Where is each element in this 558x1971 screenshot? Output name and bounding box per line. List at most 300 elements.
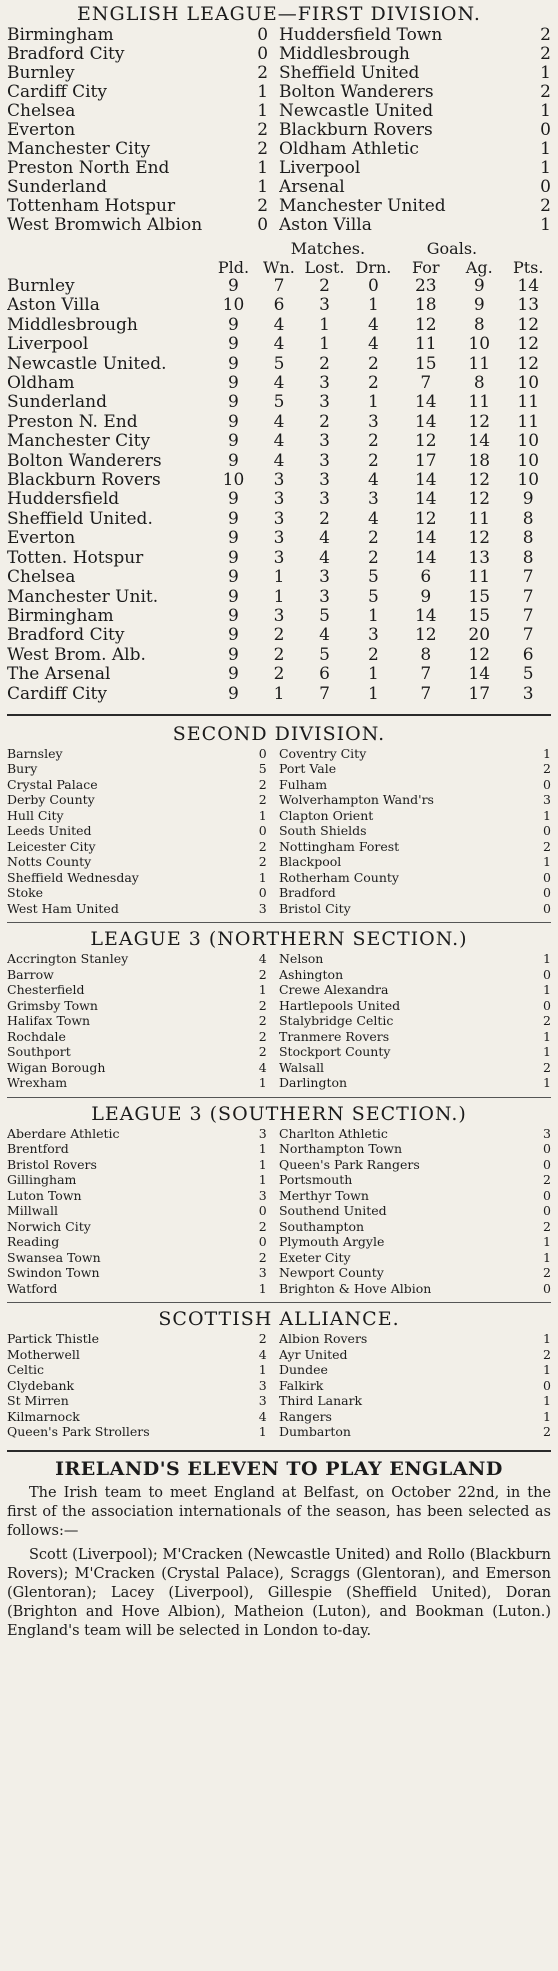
- played: 9: [228, 432, 239, 452]
- won: 5: [273, 354, 285, 374]
- away-score: 2: [543, 1013, 551, 1029]
- result-row: [7, 870, 551, 886]
- lost: 5: [319, 645, 330, 665]
- away-team: Bradford: [278, 885, 336, 901]
- away-team: Stalybridge Celtic: [278, 1013, 394, 1029]
- won: 7: [273, 277, 285, 296]
- goals-against: 10: [468, 335, 491, 355]
- home-team: Crystal Palace: [7, 776, 98, 792]
- northern-section-heading: LEAGUE 3 (NORTHERN SECTION.): [90, 928, 468, 951]
- drawn: 1: [368, 296, 379, 316]
- drawn: 4: [368, 335, 379, 355]
- points: 12: [517, 335, 540, 355]
- divider: [7, 714, 551, 716]
- result-row: [7, 1188, 551, 1204]
- result-row: [7, 746, 551, 762]
- home-score: 4: [258, 1408, 267, 1424]
- standings-table: [7, 239, 551, 704]
- lost: 3: [319, 587, 330, 607]
- home-score: 2: [258, 854, 267, 870]
- goals-against: 12: [468, 412, 491, 432]
- away-team: Manchester United: [278, 197, 446, 216]
- result-row: [7, 1157, 551, 1173]
- goals-against: 14: [468, 432, 491, 452]
- home-team: Rochdale: [7, 1028, 66, 1044]
- points: 8: [522, 509, 534, 529]
- points: 10: [517, 432, 540, 452]
- goals-for: 12: [414, 509, 437, 529]
- standings-row: [7, 626, 551, 645]
- home-score: 2: [258, 1044, 267, 1060]
- away-score: 3: [543, 1125, 551, 1141]
- team-name: Manchester City: [7, 432, 151, 452]
- away-team: Port Vale: [278, 761, 337, 777]
- southern-section-results: [7, 1126, 551, 1297]
- played: 9: [228, 684, 239, 704]
- won: 1: [273, 587, 285, 607]
- drawn: 1: [368, 393, 379, 413]
- result-row: [7, 197, 551, 216]
- result-row: [7, 64, 551, 83]
- away-team: Merthyr Town: [278, 1187, 369, 1203]
- won: 4: [273, 315, 285, 335]
- away-score: 0: [543, 1156, 551, 1172]
- home-team: Norwich City: [7, 1218, 91, 1234]
- home-team: Aberdare Athletic: [7, 1125, 120, 1141]
- home-score: 1: [258, 1075, 267, 1091]
- won: 5: [273, 393, 285, 413]
- away-team: Tranmere Rovers: [278, 1028, 390, 1044]
- away-team: Liverpool: [278, 159, 361, 178]
- away-score: 2: [540, 45, 551, 64]
- result-row: [7, 1219, 551, 1235]
- away-score: 1: [540, 216, 551, 235]
- away-team: Newcastle United: [278, 102, 434, 121]
- won: 4: [273, 374, 285, 394]
- away-score: 1: [540, 102, 551, 121]
- away-score: 1: [543, 1075, 551, 1091]
- away-team: Middlesbrough: [278, 45, 410, 64]
- points: 10: [517, 451, 540, 471]
- first-division-heading: ENGLISH LEAGUE—FIRST DIVISION.: [77, 3, 481, 25]
- goals-against: 13: [468, 548, 491, 568]
- played: 9: [228, 354, 239, 374]
- lost: 4: [319, 529, 330, 549]
- home-score: 0: [258, 1234, 267, 1250]
- home-team: Bradford City: [7, 45, 125, 64]
- away-score: 0: [543, 869, 551, 885]
- home-team: Tottenham Hotspur: [7, 197, 176, 216]
- points: 7: [522, 626, 534, 646]
- standings-row: [7, 646, 551, 665]
- goals-against: 9: [473, 296, 485, 316]
- standings-row: [7, 432, 551, 451]
- away-score: 2: [543, 838, 551, 854]
- standings-row: [7, 335, 551, 354]
- standings-column-label: Pts.: [512, 258, 544, 277]
- points: 13: [517, 296, 540, 316]
- lost: 4: [319, 626, 330, 646]
- drawn: 2: [368, 432, 379, 452]
- away-score: 1: [543, 951, 551, 967]
- points: 8: [522, 529, 534, 549]
- drawn: 4: [368, 471, 379, 491]
- away-team: Newport County: [278, 1265, 384, 1281]
- result-row: [7, 1126, 551, 1142]
- goals-for: 12: [414, 315, 437, 335]
- standings-column-label: Ag.: [465, 258, 493, 277]
- home-team: Bury: [7, 761, 38, 777]
- home-team: Accrington Stanley: [7, 951, 129, 967]
- away-score: 0: [543, 1280, 551, 1296]
- drawn: 2: [368, 529, 379, 549]
- home-score: 2: [258, 1028, 267, 1044]
- scottish-alliance-results: [7, 1331, 551, 1440]
- article-title: IRELAND'S ELEVEN TO PLAY ENGLAND: [55, 1457, 503, 1480]
- lost: 2: [319, 412, 330, 432]
- played: 9: [228, 451, 239, 471]
- away-score: 2: [543, 1424, 551, 1440]
- standings-column-label: Wn.: [263, 258, 295, 277]
- result-row: [7, 1409, 551, 1425]
- drawn: 3: [368, 412, 379, 432]
- southern-section-heading: LEAGUE 3 (SOUTHERN SECTION.): [91, 1102, 467, 1125]
- away-score: 2: [543, 1218, 551, 1234]
- goals-for: 7: [420, 665, 432, 685]
- home-score: 3: [258, 1377, 267, 1393]
- home-team: Everton: [7, 121, 76, 140]
- played: 9: [228, 374, 239, 394]
- away-score: 1: [543, 1362, 551, 1378]
- team-name: West Brom. Alb.: [7, 645, 146, 665]
- home-score: 2: [258, 1218, 267, 1234]
- home-score: 2: [258, 966, 267, 982]
- result-row: [7, 808, 551, 824]
- points: 3: [522, 684, 534, 704]
- away-score: 1: [543, 1028, 551, 1044]
- goals-against: 12: [468, 471, 491, 491]
- goals-for: 14: [414, 529, 437, 549]
- goals-for: 11: [414, 335, 437, 355]
- won: 1: [273, 568, 285, 588]
- away-team: Plymouth Argyle: [278, 1234, 385, 1250]
- lost: 3: [319, 471, 330, 491]
- away-team: Nottingham Forest: [278, 838, 400, 854]
- points: 5: [522, 665, 534, 685]
- away-score: 1: [540, 140, 551, 159]
- away-score: 1: [543, 1408, 551, 1424]
- article-paragraph: Scott (Liverpool); M'Cracken (Newcastle United) and Rollo (Blackburn Rovers); M'Cracken (Crystal Palace), Scraggs (Glentoran), and Emerson (Glentoran); Lacey (Liverpool), Gillespie (Sheffield United), Doran (Brighton and Hove Albion), Matheion (Luton), and Bookman (Luton.) England's team will be selected in London to-day.: [7, 1546, 551, 1639]
- away-score: 1: [543, 745, 551, 761]
- lost: 3: [319, 451, 330, 471]
- away-score: 0: [540, 121, 551, 140]
- goals-for: 14: [414, 548, 437, 568]
- home-team: Sheffield Wednesday: [7, 869, 139, 885]
- team-name: Cardiff City: [7, 684, 107, 704]
- lost: 2: [319, 277, 330, 296]
- home-team: Partick Thistle: [7, 1331, 100, 1347]
- played: 9: [228, 606, 239, 626]
- home-team: Hull City: [7, 807, 64, 823]
- result-row: [7, 777, 551, 793]
- won: 4: [273, 432, 285, 452]
- won: 4: [273, 335, 285, 355]
- goals-against: 20: [468, 626, 491, 646]
- home-team: Leeds United: [7, 823, 92, 839]
- home-team: Brentford: [7, 1141, 69, 1157]
- home-score: 1: [257, 159, 269, 178]
- team-name: Newcastle United.: [7, 354, 167, 374]
- goals-for: 8: [420, 645, 432, 665]
- points: 10: [517, 374, 540, 394]
- team-name: Sheffield United.: [7, 509, 153, 529]
- result-row: [7, 1424, 551, 1440]
- played: 9: [228, 277, 239, 296]
- away-score: 0: [543, 1377, 551, 1393]
- played: 9: [228, 412, 239, 432]
- result-row: [7, 83, 551, 102]
- result-row: [7, 159, 551, 178]
- played: 9: [228, 645, 239, 665]
- goals-against: 15: [468, 606, 491, 626]
- points: 8: [522, 548, 534, 568]
- home-score: 3: [258, 1393, 267, 1409]
- away-score: 1: [543, 1393, 551, 1409]
- northern-section-results: [7, 951, 551, 1091]
- away-score: 1: [543, 1044, 551, 1060]
- team-name: Middlesbrough: [7, 315, 138, 335]
- away-score: 0: [543, 900, 551, 916]
- home-team: Swindon Town: [7, 1265, 100, 1281]
- goals-for: 15: [414, 354, 437, 374]
- home-team: Sunderland: [7, 178, 108, 197]
- team-name: Blackburn Rovers: [7, 471, 161, 491]
- away-team: Rangers: [278, 1408, 332, 1424]
- result-row: [7, 998, 551, 1014]
- points: 11: [517, 412, 540, 432]
- standings-row: [7, 355, 551, 374]
- away-score: 1: [543, 1331, 551, 1347]
- won: 3: [273, 529, 285, 549]
- away-score: 1: [543, 1249, 551, 1265]
- played: 9: [228, 665, 239, 685]
- goals-against: 11: [468, 354, 491, 374]
- team-name: Bradford City: [7, 626, 125, 646]
- home-team: Queen's Park Strollers: [7, 1424, 150, 1440]
- team-name: Everton: [7, 529, 76, 549]
- drawn: 1: [368, 606, 379, 626]
- goals-for: 14: [414, 471, 437, 491]
- goals-against: 12: [468, 490, 491, 510]
- goals-against: 17: [468, 684, 491, 704]
- team-name: Huddersfield: [7, 490, 120, 510]
- drawn: 5: [368, 568, 379, 588]
- played: 9: [228, 529, 239, 549]
- away-score: 2: [540, 83, 551, 102]
- result-row: [7, 26, 551, 45]
- away-team: Albion Rovers: [278, 1331, 368, 1347]
- away-score: 1: [543, 1234, 551, 1250]
- away-team: Ayr United: [278, 1346, 348, 1362]
- standings-row: [7, 452, 551, 471]
- home-score: 2: [258, 1013, 267, 1029]
- home-score: 3: [258, 900, 267, 916]
- lost: 7: [319, 684, 330, 704]
- away-team: Nelson: [278, 951, 324, 967]
- home-score: 2: [258, 1331, 267, 1347]
- team-name: Aston Villa: [7, 296, 100, 316]
- away-team: Portsmouth: [278, 1172, 353, 1188]
- home-score: 3: [258, 1125, 267, 1141]
- home-team: Wrexham: [7, 1075, 68, 1091]
- standings-row: [7, 685, 551, 704]
- standings-row: [7, 529, 551, 548]
- home-team: Chesterfield: [7, 982, 85, 998]
- home-score: 2: [257, 121, 269, 140]
- away-team: Dumbarton: [278, 1424, 351, 1440]
- home-score: 2: [258, 838, 267, 854]
- goals-against: 15: [468, 587, 491, 607]
- standings-row: [7, 510, 551, 529]
- result-row: [7, 885, 551, 901]
- drawn: 1: [368, 684, 379, 704]
- away-team: Huddersfield Town: [278, 26, 443, 45]
- away-score: 0: [540, 178, 551, 197]
- lost: 3: [319, 568, 330, 588]
- away-score: 2: [543, 1265, 551, 1281]
- divider: [7, 922, 551, 923]
- lost: 1: [319, 315, 330, 335]
- result-row: [7, 839, 551, 855]
- standings-row: [7, 549, 551, 568]
- points: 12: [517, 315, 540, 335]
- points: 7: [522, 568, 534, 588]
- goals-against: 12: [468, 529, 491, 549]
- home-score: 5: [258, 761, 267, 777]
- home-team: West Ham United: [7, 900, 119, 916]
- home-team: Reading: [7, 1234, 60, 1250]
- home-score: 3: [258, 1265, 267, 1281]
- away-score: 0: [543, 1141, 551, 1157]
- away-score: 1: [540, 64, 551, 83]
- goals-against: 14: [468, 665, 491, 685]
- points: 14: [517, 277, 540, 296]
- home-score: 1: [258, 982, 267, 998]
- away-score: 1: [543, 854, 551, 870]
- lost: 3: [319, 490, 330, 510]
- result-row: [7, 1029, 551, 1045]
- away-team: Aston Villa: [278, 216, 372, 235]
- result-row: [7, 823, 551, 839]
- home-score: 0: [257, 45, 269, 64]
- result-row: [7, 951, 551, 967]
- home-team: Clydebank: [7, 1377, 75, 1393]
- points: 11: [517, 393, 540, 413]
- away-score: 0: [543, 885, 551, 901]
- home-team: Notts County: [7, 854, 92, 870]
- home-score: 4: [258, 1059, 267, 1075]
- standings-row: [7, 316, 551, 335]
- lost: 3: [319, 393, 330, 413]
- played: 9: [228, 315, 239, 335]
- drawn: 2: [368, 374, 379, 394]
- away-score: 0: [543, 1203, 551, 1219]
- result-row: [7, 1234, 551, 1250]
- played: 9: [228, 393, 239, 413]
- standings-row: [7, 665, 551, 684]
- standings-column-label: Lost.: [304, 258, 345, 277]
- lost: 5: [319, 606, 330, 626]
- result-row: [7, 1331, 551, 1347]
- result-row: [7, 1281, 551, 1297]
- home-team: Kilmarnock: [7, 1408, 80, 1424]
- home-score: 0: [257, 216, 269, 235]
- standings-column-header: [7, 258, 551, 277]
- result-row: [7, 140, 551, 159]
- points: 7: [522, 587, 534, 607]
- home-score: 2: [258, 792, 267, 808]
- home-score: 1: [258, 1424, 267, 1440]
- home-score: 1: [257, 178, 269, 197]
- home-score: 1: [258, 1156, 267, 1172]
- home-team: West Bromwich Albion: [7, 216, 203, 235]
- team-name: Manchester Unit.: [7, 587, 159, 607]
- goals-for: 12: [414, 432, 437, 452]
- home-team: Manchester City: [7, 140, 151, 159]
- won: 2: [273, 626, 285, 646]
- standings-row: [7, 393, 551, 412]
- result-row: [7, 1141, 551, 1157]
- result-row: [7, 967, 551, 983]
- team-name: The Arsenal: [7, 665, 111, 685]
- played: 9: [228, 626, 239, 646]
- standings-row: [7, 588, 551, 607]
- standings-column-label: Pld.: [217, 258, 250, 277]
- home-team: Cardiff City: [7, 83, 107, 102]
- result-row: [7, 792, 551, 808]
- drawn: 2: [368, 451, 379, 471]
- goals-against: 9: [473, 277, 485, 296]
- won: 3: [273, 490, 285, 510]
- away-score: 0: [543, 1187, 551, 1203]
- divider: [7, 1450, 551, 1452]
- played: 9: [228, 587, 239, 607]
- home-score: 1: [258, 1362, 267, 1378]
- standings-row: [7, 568, 551, 587]
- home-team: Derby County: [7, 792, 95, 808]
- away-team: Northampton Town: [278, 1141, 403, 1157]
- won: 4: [273, 412, 285, 432]
- result-row: [7, 1265, 551, 1281]
- team-name: Preston N. End: [7, 412, 138, 432]
- away-team: Hartlepools United: [278, 997, 401, 1013]
- result-row: [7, 1393, 551, 1409]
- points: 12: [517, 354, 540, 374]
- goals-for: 7: [420, 684, 432, 704]
- away-score: 2: [540, 197, 551, 216]
- drawn: 0: [368, 277, 379, 296]
- goals-for: 12: [414, 626, 437, 646]
- away-score: 2: [543, 1346, 551, 1362]
- team-name: Burnley: [7, 277, 75, 296]
- goals-for: 14: [414, 393, 437, 413]
- goals-for: 6: [420, 568, 432, 588]
- goals-against: 11: [468, 509, 491, 529]
- goals-for: 18: [414, 296, 437, 316]
- goals-for: 14: [414, 412, 437, 432]
- played: 10: [222, 471, 245, 491]
- second-division-section: [7, 722, 551, 917]
